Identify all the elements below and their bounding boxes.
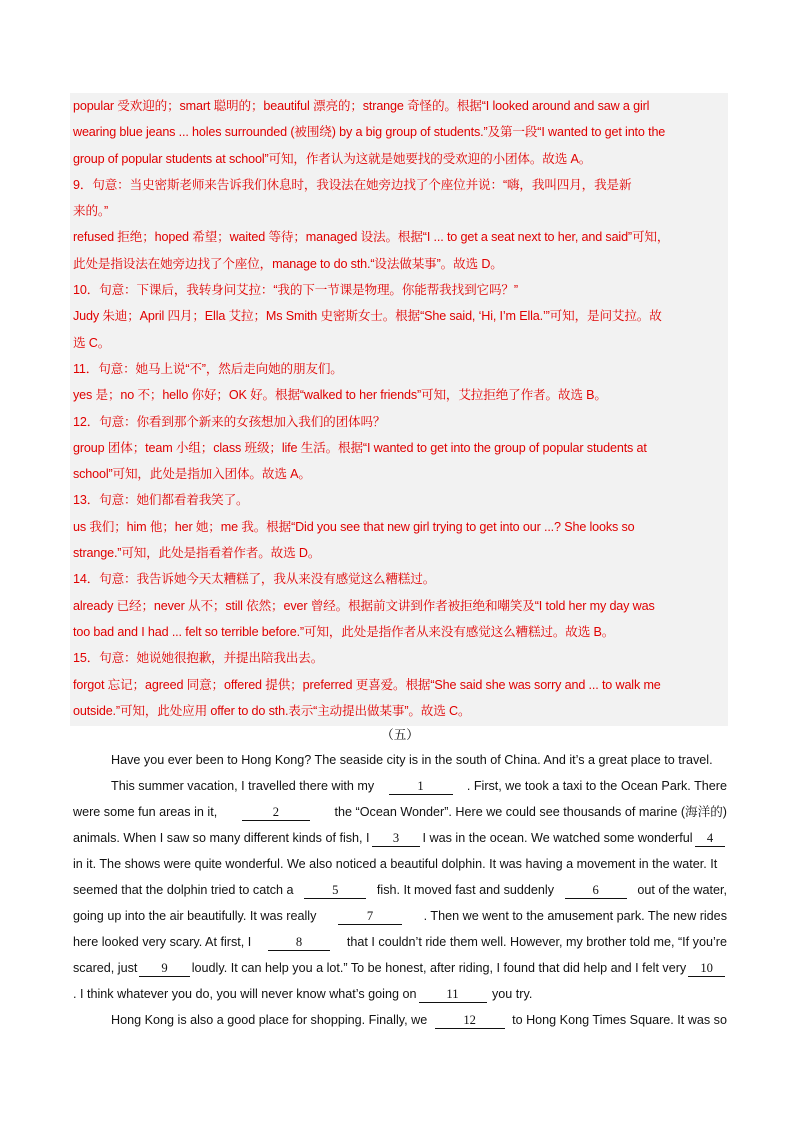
section-title: （五） <box>381 727 419 742</box>
blank-1[interactable]: 1 <box>389 779 453 795</box>
blank-7[interactable]: 7 <box>338 909 402 925</box>
passage-text: going up into the air beautifully. It was really <box>73 909 317 923</box>
blank-9[interactable]: 9 <box>139 961 189 977</box>
explanation-line: too bad and I had ... felt so terrible before.”可知，此处是指作者从来没有感觉这么糟糕过。故选 B。 <box>73 624 615 639</box>
explanation-line: refused 拒绝；hoped 希望；waited 等待；managed 设法。根据“I ... to get a seat next to her, and said”可知， <box>73 230 670 245</box>
blank-8[interactable]: 8 <box>268 935 330 951</box>
passage-text: to Hong Kong Times Square. It was so <box>512 1013 727 1027</box>
passage-text: out of the water, <box>637 883 727 897</box>
explanation-line: strange.”可知，此处是指看着作者。故选 D。 <box>73 546 321 561</box>
passage-text: I was in the ocean. We watched some wonderful <box>422 831 693 845</box>
explanation-line: group of popular students at school”可知，作者认为这就是她要找的受欢迎的小团体。故选 A。 <box>73 151 592 166</box>
explanation-line: school”可知，此处是指加入团体。故选 A。 <box>73 467 311 482</box>
passage-line <box>73 773 727 799</box>
blank-5[interactable]: 5 <box>304 883 366 899</box>
explanation-line: 来的。” <box>73 204 109 219</box>
passage-line <box>73 825 727 851</box>
explanation-line: forgot 忘记；agreed 同意；offered 提供；preferred 更喜爱。根据“She said she was sorry and ... to walk me <box>73 677 661 692</box>
explanation-line: Judy 朱迪；April 四月；Ella 艾拉；Ms Smith 史密斯女士。根据“She said, ‘Hi, I’m Ella.’”可知，是问艾拉。故 <box>73 309 662 324</box>
passage-line <box>73 747 727 773</box>
cloze-passage <box>73 747 727 1033</box>
explanation-line: 选 C。 <box>73 335 111 350</box>
passage-text: here looked very scary. At first, I <box>73 935 252 949</box>
explanation-line: outside.”可知，此处应用 offer to do sth.表示“主动提出做某事”。故选 C。 <box>73 703 471 718</box>
passage-text: scared, just <box>73 961 138 975</box>
explanation-line: wearing blue jeans ... holes surrounded (被围绕) by a big group of students.”及第一段“I wanted to get into the <box>73 125 666 140</box>
explanation-line: yes 是；no 不；hello 你好；OK 好。根据“walked to her friends”可知，艾拉拒绝了作者。故选 B。 <box>73 388 607 403</box>
passage-line <box>73 955 727 981</box>
passage-text: loudly. It can help you a lot.” To be honest, after riding, I found that did help and I felt very <box>191 961 687 975</box>
explanation-line: 13．句意：她们都看着我笑了。 <box>73 493 249 508</box>
passage-text: were some fun areas in it, <box>73 805 218 819</box>
passage-text: . I think whatever you do, you will never know what’s going on <box>73 987 417 1001</box>
passage-text: animals. When I saw so many different kinds of fish, I <box>73 831 370 845</box>
answer-explanations <box>70 93 728 726</box>
blank-11[interactable]: 11 <box>419 987 487 1003</box>
passage-text: fish. It moved fast and suddenly <box>376 883 555 897</box>
passage-line <box>73 877 727 903</box>
passage-line <box>73 851 727 877</box>
passage-text: you try. <box>488 987 533 1001</box>
blank-6[interactable]: 6 <box>565 883 627 899</box>
explanation-line: 此处是指设法在她旁边找了个座位，manage to do sth.“设法做某事”。故选 D。 <box>73 256 503 271</box>
blank-10[interactable]: 10 <box>688 961 725 977</box>
blank-4[interactable]: 4 <box>695 831 725 847</box>
passage-text: seemed that the dolphin tried to catch a <box>73 883 294 897</box>
passage-text: Hong Kong is also a good place for shopping. Finally, we <box>111 1013 428 1027</box>
explanation-line: 11．句意：她马上说“不”，然后走向她的朋友们。 <box>73 361 343 376</box>
passage-text: the “Ocean Wonder”. Here we could see thousands of marine (海洋的) <box>334 805 727 819</box>
explanation-line: popular 受欢迎的；smart 聪明的；beautiful 漂亮的；strange 奇怪的。根据“I looked around and saw a girl <box>73 99 650 113</box>
passage-line <box>73 799 727 825</box>
passage-text: . First, we took a taxi to the Ocean Park. There <box>466 779 727 793</box>
explanation-line: 15．句意：她说她很抱歉，并提出陪我出去。 <box>73 651 324 666</box>
explanation-line: 9．句意：当史密斯老师来告诉我们休息时，我设法在她旁边找了个座位并说：“嗨，我叫四月，我是新 <box>73 177 632 192</box>
passage-line <box>73 929 727 955</box>
passage-text: that I couldn’t ride them well. However, my brother told me, “If you’re <box>346 935 727 949</box>
blank-3[interactable]: 3 <box>372 831 420 847</box>
explanation-line: us 我们；him 他；her 她；me 我。根据“Did you see that new girl trying to get into our ...? She looks so <box>73 519 635 534</box>
explanation-line: group 团体；team 小组；class 班级；life 生活。根据“I wanted to get into the group of popular students at <box>73 440 647 455</box>
passage-text: This summer vacation, I travelled there with my <box>111 779 375 793</box>
explanation-line: 12．句意：你看到那个新来的女孩想加入我们的团体吗？ <box>73 414 386 429</box>
passage-line <box>73 903 727 929</box>
passage-text: . Then we went to the amusement park. The new rides <box>423 909 727 923</box>
passage-line <box>73 981 727 1007</box>
passage-line <box>73 1007 727 1033</box>
passage-text: in it. The shows were quite wonderful. We also noticed a beautiful dolphin. It was having a movement in the water. It <box>73 857 718 871</box>
explanation-line: 10．句意：下课后，我转身问艾拉：“我的下一节课是物理。你能帮我找到它吗？” <box>73 283 518 298</box>
blank-2[interactable]: 2 <box>242 805 310 821</box>
blank-12[interactable]: 12 <box>435 1013 505 1029</box>
passage-text: Have you ever been to Hong Kong? The seaside city is in the south of China. And it’s a great place to travel. <box>111 753 713 767</box>
explanation-line: 14．句意：我告诉她今天太糟糕了，我从来没有感觉这么糟糕过。 <box>73 572 436 587</box>
explanation-line: already 已经；never 从不；still 依然；ever 曾经。根据前文讲到作者被拒绝和嘲笑及“I told her my day was <box>73 598 655 613</box>
